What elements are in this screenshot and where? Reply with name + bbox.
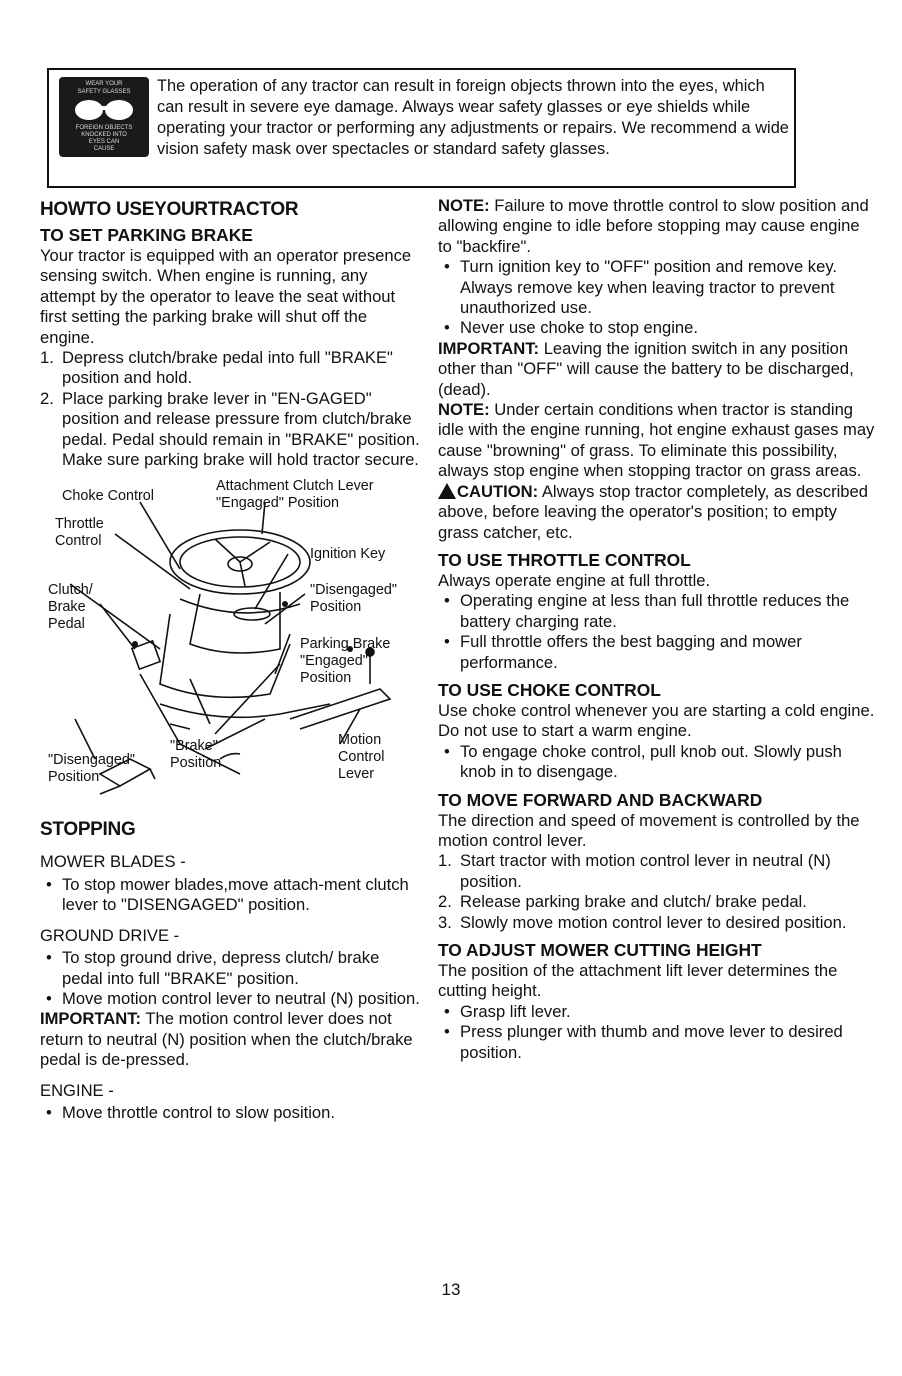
label-attachment-clutch: Attachment Clutch Lever [216,478,374,495]
list-item: • To engage choke control, pull knob out. Slowly push knob in to disengage. [444,741,842,782]
label-ignition-key: Ignition Key [310,546,386,563]
important-ignition: IMPORTANT: Leaving the ignition switch in any position other than "OFF" will cause the battery to be discharged, (dead). [438,338,854,399]
label-motion-lever: Lever [338,766,374,783]
list-item: 3. Slowly move motion control lever to desired position. [438,912,847,932]
list-item: • To stop mower blades,move attach-ment clutch lever to "DISENGAGED" position. [46,874,409,915]
list-item: 2. Place parking brake lever in "EN-GAGED" position and release pressure from clutch/brake pedal. Pedal should remain in "BRAKE" position. Make sure parking brake will hold tractor secure. [40,388,420,470]
label-brake: Brake [48,599,86,616]
warning-text: The operation of any tractor can result in foreign objects thrown into the eyes, which can result in severe eye damage. Always wear safety glasses or eye shields while operating your tractor or performing any adjustments or repairs. We recommend a wide vision safety mask over spectacles or standard safety glasses. [157,77,789,158]
right-column [438,196,878,1063]
caution-icon [438,483,456,499]
label-clutch: Clutch/ [48,582,93,599]
label-disengaged: "Disengaged" [310,582,398,599]
list-item: • Full throttle offers the best bagging and mower performance. [444,632,802,672]
page-number: 13 [441,1280,461,1299]
list-item: 2. Release parking brake and clutch/ brake pedal. [438,892,807,912]
icon-text: FOREIGN OBJECTS [75,125,133,131]
list-item: • Operating engine at less than full throttle reduces the battery charging rate. [444,591,850,631]
list-item: • Press plunger with thumb and move lever to desired position. [444,1022,843,1062]
choke-heading: TO USE CHOKE CONTROL [438,679,661,700]
label-disengaged-left-position: Position [48,769,100,786]
label-disengaged-left: "Disengaged" [48,752,136,769]
mower-blades-heading: MOWER BLADES - [40,852,186,872]
throttle-intro: Always operate engine at full throttle. [438,570,711,590]
ground-drive-heading: GROUND DRIVE - [40,925,180,945]
safety-warning-box [47,68,796,188]
move-intro: The direction and speed of movement is controlled by the motion control lever. [438,810,860,850]
important-note: IMPORTANT: The motion control lever does not return to neutral (N) position when the clutch/brake pedal is de-pressed. [40,1009,413,1070]
icon-text: SAFETY GLASSES [77,89,131,95]
note-backfire: NOTE: Failure to move throttle control to slow position and allowing engine to idle before stopping may cause engine to "backfire". [438,196,869,256]
cutting-height-intro: The position of the attachment lift lever determines the cutting height. [438,961,838,1001]
list-item: 1. Start tractor with motion control lever in neutral (N) position. [438,851,831,891]
icon-text: CAUSE [93,146,115,152]
parking-brake-heading: TO SET PARKING BRAKE [40,225,253,245]
label-disengaged-position: Position [310,599,362,616]
list-item: 1. Depress clutch/brake pedal into full "BRAKE" position and hold. [40,348,393,388]
engine-heading: ENGINE - [40,1080,114,1100]
label-brake-position: Position [170,755,222,772]
icon-text: WEAR YOUR [85,81,123,87]
label-throttle: Throttle [55,516,104,533]
label-engaged-position: "Engaged" Position [216,495,340,512]
section-title: HOWTO USEYOURTRACTOR [40,199,299,220]
list-item: • Move motion control lever to neutral (N) position. [46,988,420,1008]
parking-intro: Your tractor is equipped with an operator presence sensing switch. When engine is running, any attempt by the operator to leave the seat without first setting the parking brake will shut off the engine. [40,246,412,347]
label-choke-control: Choke Control [62,488,154,505]
cutting-height-heading: TO ADJUST MOWER CUTTING HEIGHT [438,940,762,960]
label-parking-engaged: "Engaged" [300,653,368,670]
controls-diagram [40,474,420,814]
label-pedal: Pedal [48,616,85,633]
choke-intro: Use choke control whenever you are starting a cold engine. Do not use to start a warm engine. [438,700,875,741]
list-item: • Never use choke to stop engine. [444,318,698,338]
caution-note: CAUTION: Always stop tractor completely, as described above, before leaving the operator's position; to empty grass catcher, etc. [438,481,868,542]
label-throttle-control: Control [55,533,102,550]
move-heading: TO MOVE FORWARD AND BACKWARD [438,789,763,810]
label-brake-quote: "Brake" [170,738,218,755]
left-column [40,196,420,1123]
note-browning: NOTE: Under certain conditions when tractor is standing idle with the engine running, hot engine exhaust gases may cause "browning" of grass. To eliminate this possibility, always stop engine when stopping tractor on grass areas. [438,400,875,481]
stopping-heading: STOPPING [40,819,136,841]
list-item: • Turn ignition key to "OFF" position and remove key. Always remove key when leaving tractor to prevent unauthorized use. [444,257,838,318]
icon-text: KNOCKED INTO [81,132,127,138]
safety-glasses-icon [59,77,149,157]
label-parking-brake: Parking Brake [300,636,391,653]
list-item: • Grasp lift lever. [444,1001,571,1021]
throttle-heading: TO USE THROTTLE CONTROL [438,549,691,570]
icon-text: EYES CAN [88,139,120,145]
label-parking-position: Position [300,670,352,687]
label-motion: Motion [338,732,382,749]
label-motion-control: Control [338,749,385,766]
list-item: • Move throttle control to slow position. [46,1102,336,1122]
list-item: • To stop ground drive, depress clutch/ brake pedal into full "BRAKE" position. [46,948,380,988]
glasses-icon [67,97,141,123]
